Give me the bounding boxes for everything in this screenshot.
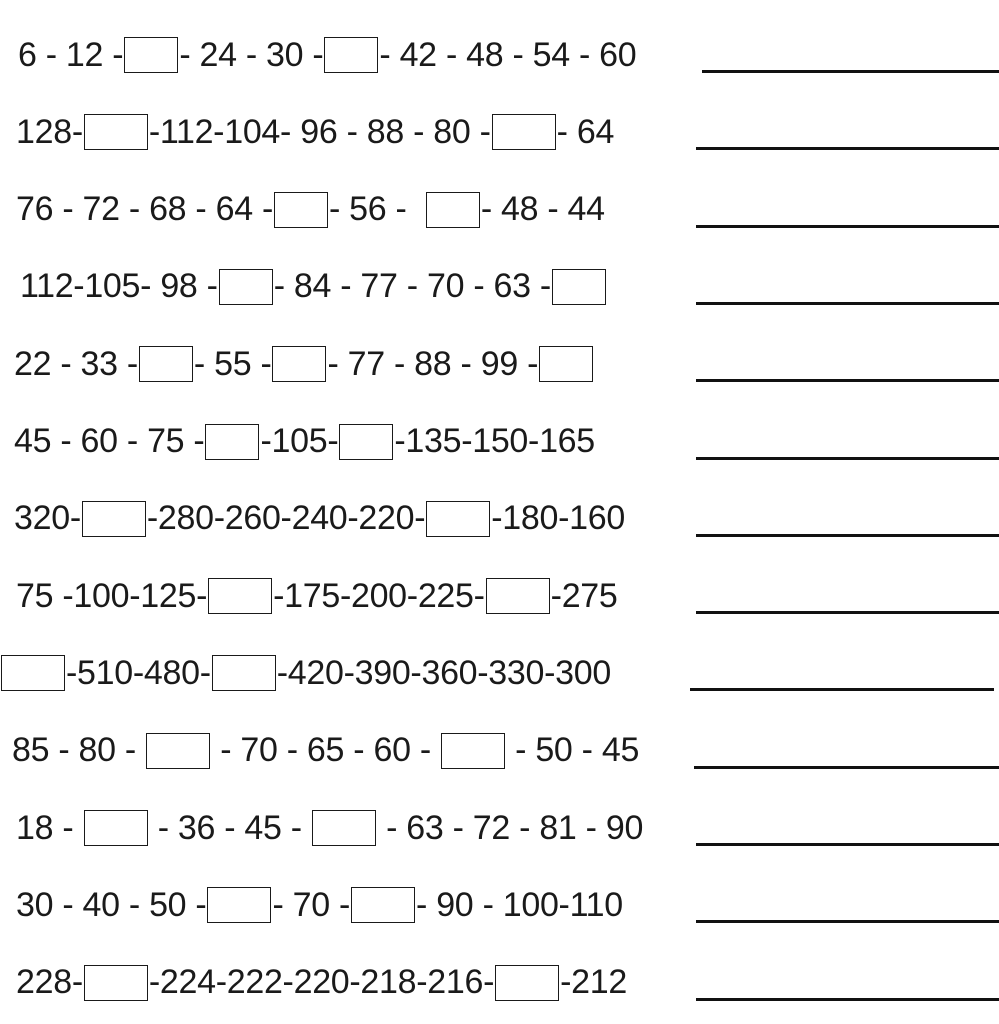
sequence-text: - 64: [556, 112, 615, 151]
missing-number-box-1[interactable]: [124, 37, 178, 73]
sequence-text: 320-: [14, 499, 81, 538]
answer-line[interactable]: [696, 611, 999, 614]
sequence-text: - 77 - 88 - 99 -: [327, 344, 539, 383]
sequence-text: 228-: [16, 963, 83, 1002]
sequence-text: - 84 - 77 - 70 - 63 -: [273, 267, 551, 306]
number-sequence: [16, 576, 618, 616]
number-sequence: [16, 963, 627, 1003]
answer-line[interactable]: [696, 147, 999, 150]
missing-number-box-2[interactable]: [495, 965, 559, 1001]
missing-number-box-1[interactable]: [146, 733, 210, 769]
answer-line[interactable]: [696, 379, 999, 382]
sequence-text: 30 - 40 - 50 -: [16, 885, 207, 924]
sequence-text: 18 -: [16, 808, 83, 847]
sequence-text: -180-160: [491, 499, 625, 538]
missing-number-box-2[interactable]: [552, 269, 606, 305]
sequence-text: - 55 -: [193, 344, 272, 383]
answer-line[interactable]: [696, 998, 999, 1001]
sequence-text: - 24 - 30 -: [179, 35, 324, 74]
sequence-text: 112-105- 98 -: [20, 267, 218, 306]
sequence-text: 85 - 80 -: [12, 731, 146, 770]
sequence-text: -212: [560, 963, 627, 1002]
answer-line[interactable]: [696, 457, 999, 460]
sequence-text: -112-104- 96 - 88 - 80 -: [148, 112, 491, 151]
number-sequence: [12, 731, 639, 771]
missing-number-box-1[interactable]: [1, 655, 65, 691]
sequence-text: -420-390-360-330-300: [276, 653, 611, 692]
missing-number-box-2[interactable]: [312, 810, 376, 846]
missing-number-box-2[interactable]: [351, 887, 415, 923]
number-sequence: [16, 885, 623, 925]
missing-number-box-2[interactable]: [492, 114, 556, 150]
sequence-text: - 63 - 72 - 81 - 90: [376, 808, 644, 847]
missing-number-box-1[interactable]: [84, 965, 148, 1001]
missing-number-box-1[interactable]: [84, 810, 148, 846]
missing-number-box-2[interactable]: [339, 424, 393, 460]
sequence-text: - 36 - 45 -: [148, 808, 311, 847]
missing-number-box-2[interactable]: [426, 192, 480, 228]
missing-number-box-2[interactable]: [441, 733, 505, 769]
sequence-row-10: [0, 719, 999, 779]
missing-number-box-1[interactable]: [274, 192, 328, 228]
sequence-row-2: [0, 100, 999, 160]
sequence-text: -510-480-: [66, 653, 211, 692]
sequence-text: - 50 - 45: [506, 731, 640, 770]
sequence-text: - 90 - 100-110: [416, 885, 623, 924]
missing-number-box-1[interactable]: [82, 501, 146, 537]
answer-line[interactable]: [690, 688, 994, 691]
sequence-row-3: [0, 178, 999, 238]
number-sequence: [14, 499, 625, 539]
number-sequence: [14, 422, 595, 462]
missing-number-box-2[interactable]: [426, 501, 490, 537]
missing-number-box-2[interactable]: [272, 346, 326, 382]
number-sequence: [16, 112, 614, 152]
sequence-row-6: [0, 410, 999, 470]
answer-line[interactable]: [696, 920, 999, 923]
missing-number-box-1[interactable]: [208, 578, 272, 614]
answer-line[interactable]: [696, 225, 999, 228]
sequence-row-1: [0, 23, 999, 83]
sequence-text: -105-: [260, 422, 339, 460]
number-sequence: [16, 808, 643, 848]
number-sequence: [0, 653, 611, 693]
sequence-text: 6 - 12 -: [18, 35, 124, 74]
sequence-text: 128-: [16, 112, 83, 151]
sequence-row-11: [0, 796, 999, 856]
sequence-row-7: [0, 487, 999, 547]
number-sequence: [16, 190, 605, 230]
sequence-text: - 42 - 48 - 54 - 60: [379, 35, 637, 74]
sequence-row-12: [0, 873, 999, 933]
sequence-text: 22 - 33 -: [14, 344, 138, 383]
missing-number-box-3[interactable]: [539, 346, 593, 382]
missing-number-box-2[interactable]: [486, 578, 550, 614]
sequence-text: - 70 -: [272, 885, 351, 924]
missing-number-box-1[interactable]: [207, 887, 271, 923]
missing-number-box-1[interactable]: [139, 346, 193, 382]
number-sequence: [14, 344, 594, 384]
missing-number-box-1[interactable]: [205, 424, 259, 460]
sequence-row-4: [0, 255, 999, 315]
answer-line[interactable]: [696, 843, 999, 846]
sequence-text: - 48 - 44: [480, 190, 605, 229]
missing-number-box-1[interactable]: [219, 269, 273, 305]
sequence-text: -175-200-225-: [273, 576, 485, 615]
sequence-row-9: [0, 641, 999, 701]
sequence-text: -275: [550, 576, 618, 615]
answer-line[interactable]: [702, 70, 999, 73]
sequence-text: -280-260-240-220-: [146, 499, 426, 538]
sequence-text: 45 - 60 - 75 -: [14, 422, 205, 460]
sequence-row-8: [0, 564, 999, 624]
missing-number-box-2[interactable]: [324, 37, 378, 73]
sequence-text: - 56 -: [329, 190, 425, 229]
answer-line[interactable]: [696, 302, 999, 305]
sequence-text: - 70 - 65 - 60 -: [211, 731, 440, 770]
sequence-text: -135-150-165: [394, 422, 595, 460]
answer-line[interactable]: [694, 766, 999, 769]
sequence-row-5: [0, 332, 999, 392]
answer-line[interactable]: [696, 534, 999, 537]
missing-number-box-2[interactable]: [212, 655, 276, 691]
sequence-text: 75 -100-125-: [16, 576, 208, 615]
sequence-text: -224-222-220-218-216-: [148, 963, 495, 1002]
sequence-row-13: [0, 951, 999, 1011]
missing-number-box-1[interactable]: [84, 114, 148, 150]
number-sequence: [20, 267, 607, 307]
number-sequence: [18, 35, 636, 75]
sequence-text: 76 - 72 - 68 - 64 -: [16, 190, 273, 229]
